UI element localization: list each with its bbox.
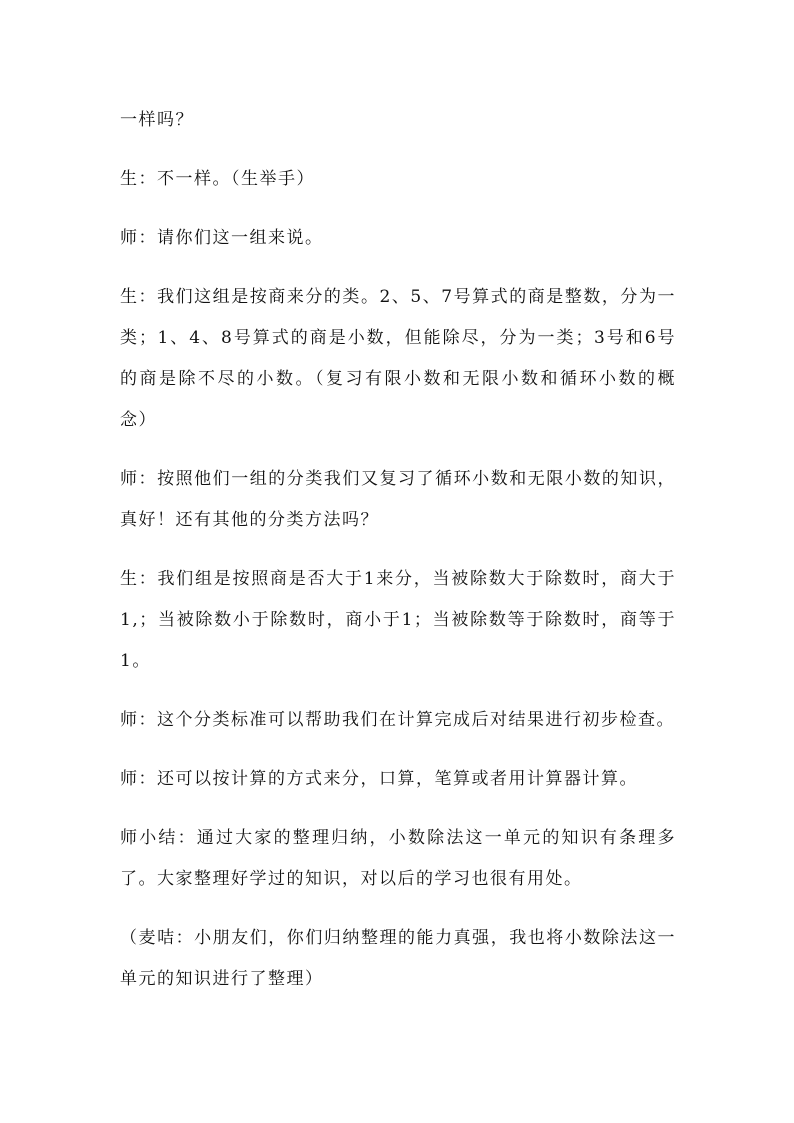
paragraph-teacher-summary: 师小结：通过大家的整理归纳，小数除法这一单元的知识有条理多了。大家整理好学过的知识，对以后的学习也很有用处。: [120, 828, 676, 889]
paragraph-teacher-check: 师：这个分类标准可以帮助我们在计算完成后对结果进行初步检查。: [120, 710, 675, 730]
paragraph-quotient-comparison: 生：我们组是按照商是否大于1来分，当被除数大于除数时，商大于1,；当被除数小于除数时，商小于1；当被除数等于除数时，商等于1。: [120, 569, 676, 671]
paragraph-group-classification: 生：我们这组是按商来分的类。2、5、7号算式的商是整数，分为一类；1、4、8号算式的商是小数，但能除尽，分为一类；3号和6号的商是除不尽的小数。（复习有限小数和无限小数和循环小数的概念）: [120, 287, 676, 430]
paragraph-student-answer: 生：不一样。（生举手）: [120, 169, 315, 189]
paragraph-teacher-review: 师：按照他们一组的分类我们又复习了循环小数和无限小数的知识，真好！还有其他的分类方法吗？: [120, 469, 676, 530]
document-body: [120, 100, 676, 1018]
paragraph-continuation: 一样吗？: [120, 110, 194, 130]
paragraph-teacher-prompt: 师：请你们这一组来说。: [120, 228, 324, 248]
paragraph-calculation-methods: 师：还可以按计算的方式来分，口算，笔算或者用计算器计算。: [120, 769, 638, 789]
paragraph-maiji-note: （麦咭：小朋友们，你们归纳整理的能力真强，我也将小数除法这一单元的知识进行了整理）: [120, 928, 676, 989]
